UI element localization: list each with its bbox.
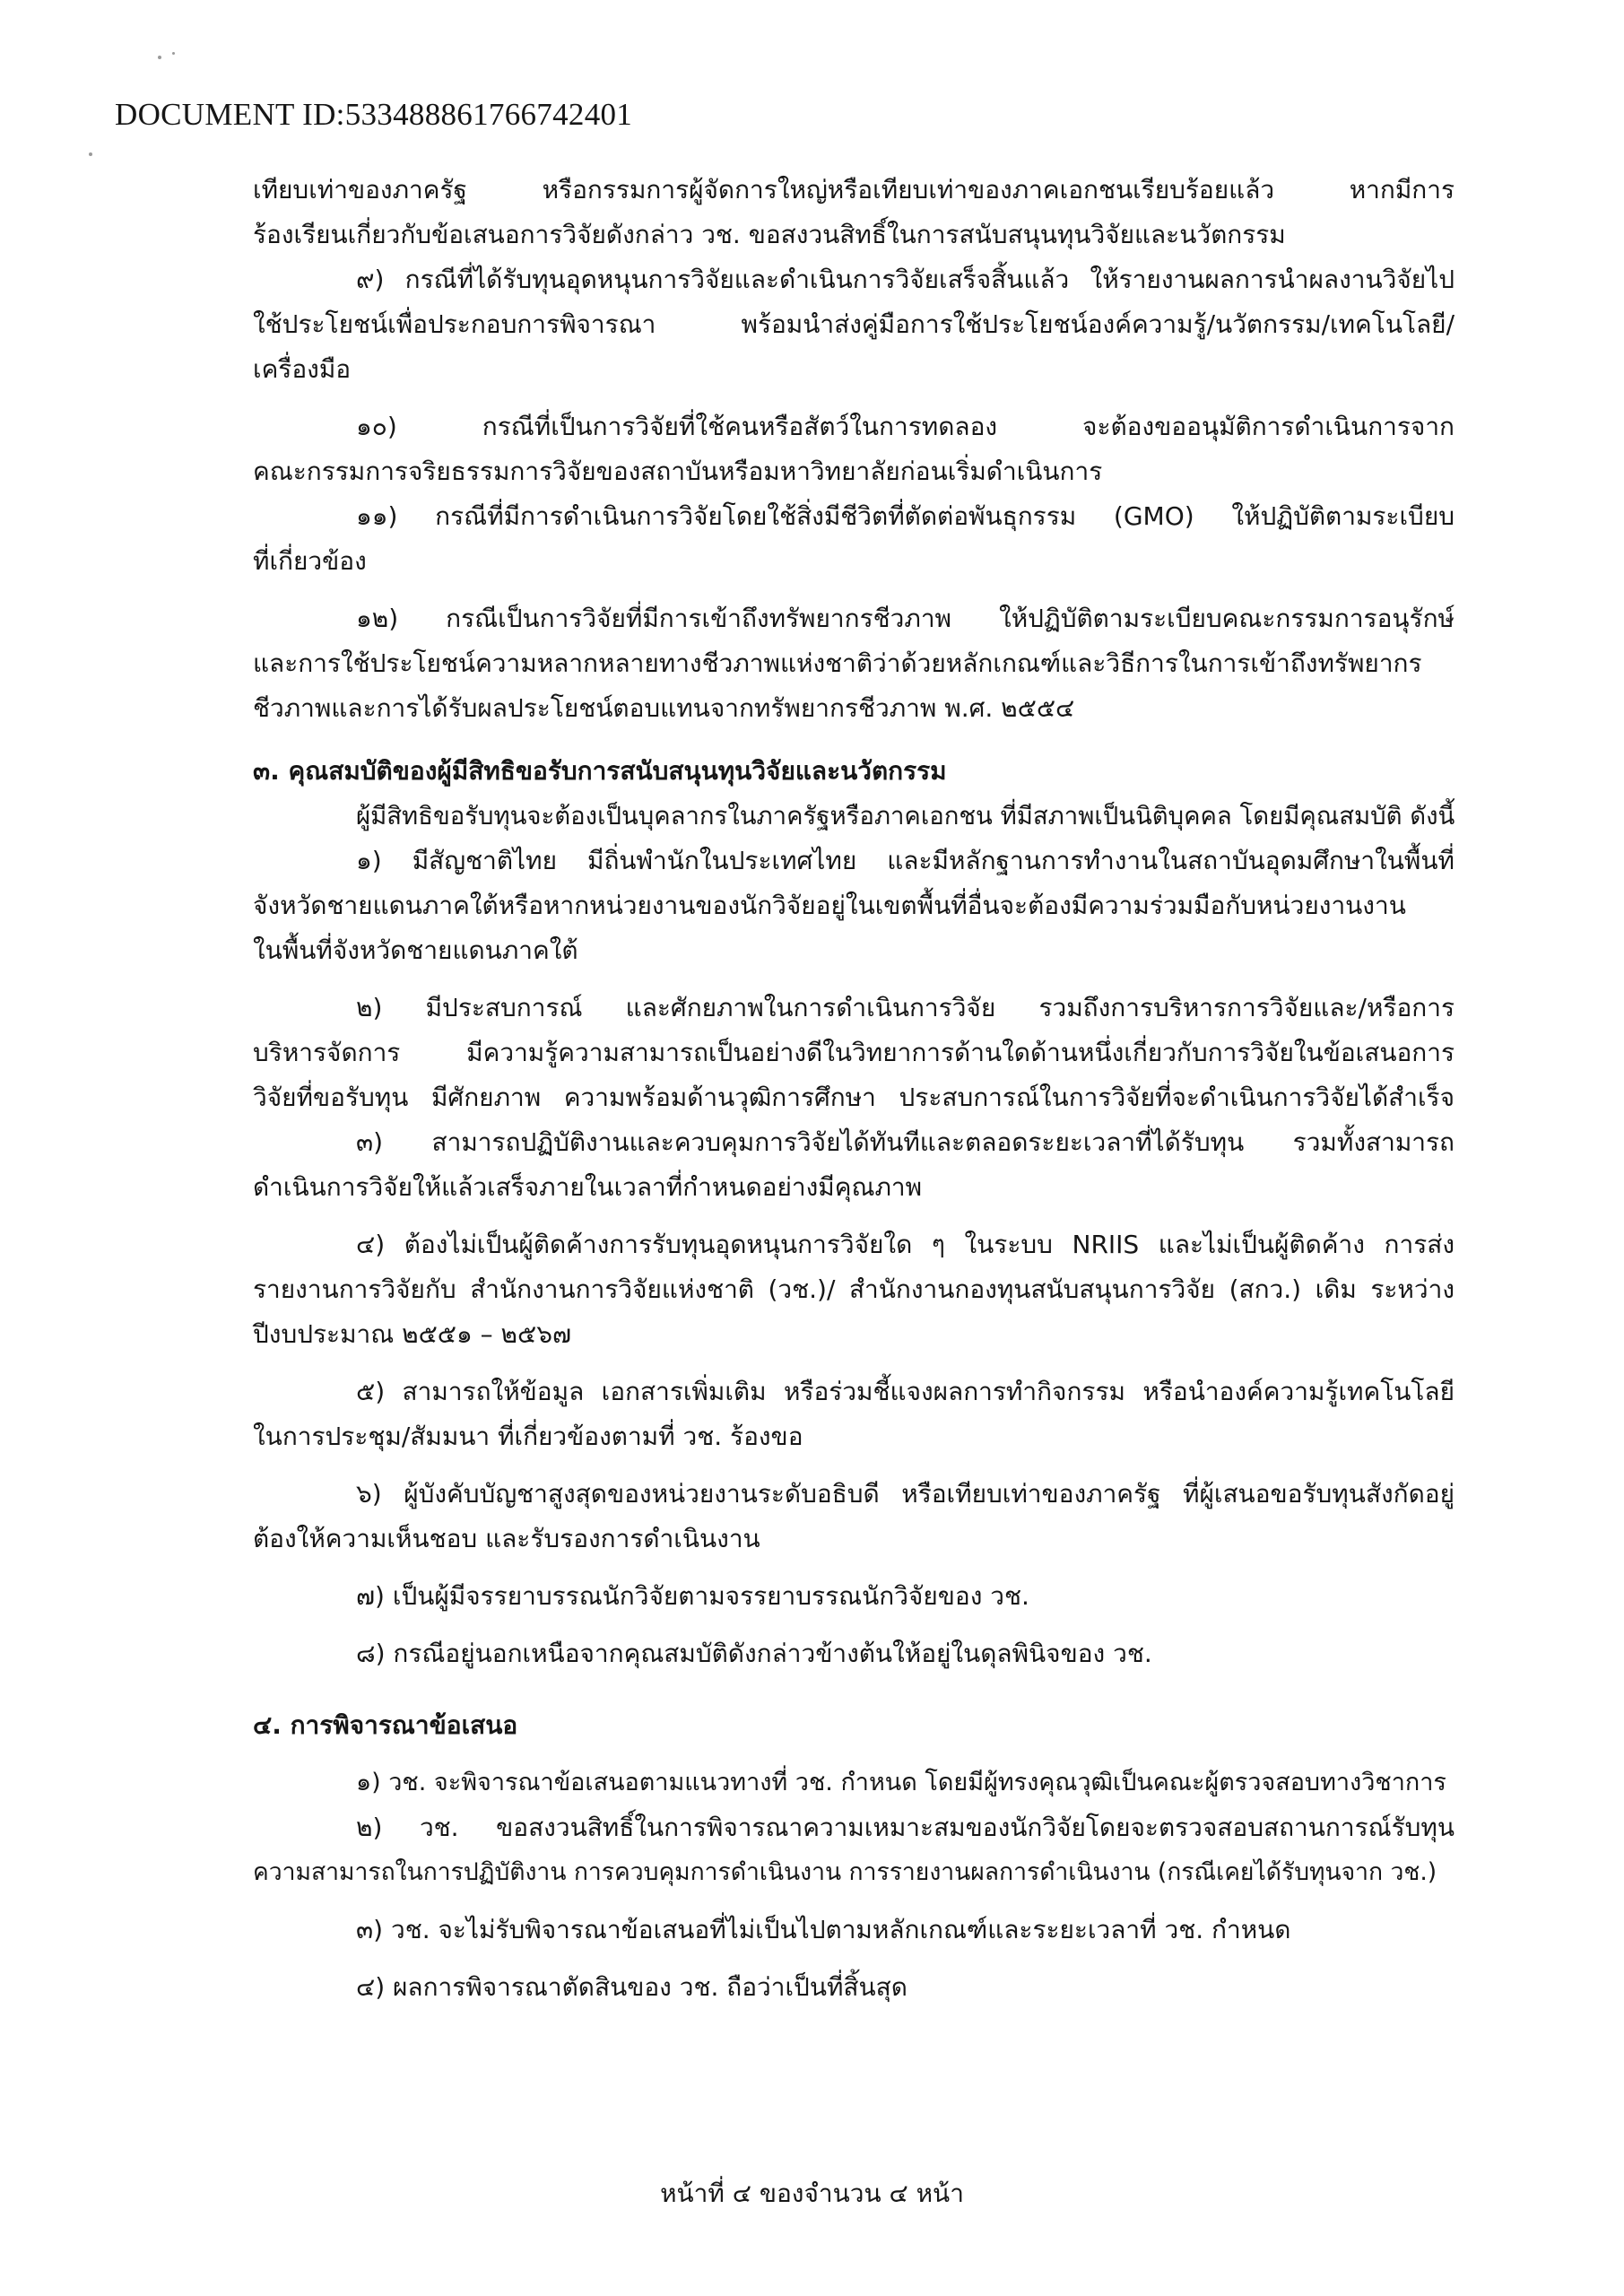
text-line: ๒) มีประสบการณ์ และศักยภาพในการดำเนินการวิจัย รวมถึงการบริหารการวิจัยและ/หรือการ [356,993,1455,1022]
text-line: ๓) วช. จะไม่รับพิจารณาข้อเสนอที่ไม่เป็นไปตามหลักเกณฑ์และระยะเวลาที่ วช. กำหนด [356,1915,1291,1944]
text-line: จังหวัดชายแดนภาคใต้หรือหากหน่วยงานของนักวิจัยอยู่ในเขตพื้นที่อื่นจะต้องมีความร่วมมือกับหน่วยงานงาน [253,891,1406,920]
text-line: ๘) กรณีอยู่นอกเหนือจากคุณสมบัติดังกล่าวข้างต้นให้อยู่ในดุลพินิจของ วช. [356,1639,1152,1668]
text-line: เทียบเท่าของภาครัฐ หรือกรรมการผู้จัดการใหญ่หรือเทียบเท่าของภาคเอกชนเรียบร้อยแล้ว หากมีการ [253,175,1455,204]
text-line: ใช้ประโยชน์เพื่อประกอบการพิจารณา พร้อมนำส่งคู่มือการใช้ประโยชน์องค์ความรู้/นวัตกรรม/เทคโนโลยี/ [253,309,1455,339]
page-number-footer: หน้าที่ ๔ ของจำนวน ๔ หน้า [660,2179,964,2208]
text-line: ดำเนินการวิจัยให้แล้วเสร็จภายในเวลาที่กำหนดอย่างมีคุณภาพ [253,1172,923,1202]
section-heading: ๔. การพิจารณาข้อเสนอ [253,1710,518,1740]
text-line: ๖) ผู้บังคับบัญชาสูงสุดของหน่วยงานระดับอธิบดี หรือเทียบเท่าของภาครัฐ ที่ผู้เสนอขอรับทุนสังกัดอยู่ [356,1479,1455,1509]
text-line: และการใช้ประโยชน์ความหลากหลายทางชีวภาพแห่งชาติว่าด้วยหลักเกณฑ์และวิธีการในการเข้าถึงทรัพยากร [253,648,1422,678]
text-line: ๓) สามารถปฏิบัติงานและควบคุมการวิจัยได้ทันทีและตลอดระยะเวลาที่ได้รับทุน รวมทั้งสามารถ [356,1127,1455,1157]
text-line: คณะกรรมการจริยธรรมการวิจัยของสถาบันหรือมหาวิทยาลัยก่อนเริ่มดำเนินการ [253,457,1103,486]
text-line: ๑) วช. จะพิจารณาข้อเสนอตามแนวทางที่ วช. กำหนด โดยมีผู้ทรงคุณวุฒิเป็นคณะผู้ตรวจสอบทางวิชาการ [356,1769,1446,1796]
text-line: ความสามารถในการปฏิบัติงาน การควบคุมการดำเนินงาน การรายงานผลการดำเนินงาน (กรณีเคยได้รับทุนจาก วช.) [253,1858,1437,1886]
text-line: ๑๑) กรณีที่มีการดำเนินการวิจัยโดยใช้สิ่งมีชีวิตที่ตัดต่อพันธุกรรม (GMO) ให้ปฏิบัติตามระเบียบ [356,501,1455,531]
text-line: ๑๒) กรณีเป็นการวิจัยที่มีการเข้าถึงทรัพยากรชีวภาพ ให้ปฏิบัติตามระเบียบคณะกรรมการอนุรักษ์ [356,604,1455,633]
text-line: ๙) กรณีที่ได้รับทุนอุดหนุนการวิจัยและดำเนินการวิจัยเสร็จสิ้นแล้ว ให้รายงานผลการนำผลงานวิจัยไป [356,265,1455,294]
text-line: ๑๐) กรณีที่เป็นการวิจัยที่ใช้คนหรือสัตว์ในการทดลอง จะต้องขออนุมัติการดำเนินการจาก [356,412,1455,441]
text-line: ในการประชุม/สัมมนา ที่เกี่ยวข้องตามที่ วช. ร้องขอ [253,1422,803,1451]
text-line: ๔) ต้องไม่เป็นผู้ติดค้างการรับทุนอุดหนุนการวิจัยใด ๆ ในระบบ NRIIS และไม่เป็นผู้ติดค้าง การส่ง [356,1230,1455,1259]
text-line: รายงานการวิจัยกับ สำนักงานการวิจัยแห่งชาติ (วช.)/ สำนักงานกองทุนสนับสนุนการวิจัย (สกว.) เดิม ระหว่าง [253,1274,1455,1304]
text-line: ในพื้นที่จังหวัดชายแดนภาคใต้ [253,935,578,965]
text-line: ๗) เป็นผู้มีจรรยาบรรณนักวิจัยตามจรรยาบรรณนักวิจัยของ วช. [356,1581,1029,1611]
text-line: ที่เกี่ยวข้อง [253,546,367,576]
scan-speck [172,52,175,55]
text-line: เครื่องมือ [253,354,352,384]
text-line: ปีงบประมาณ ๒๕๕๑ – ๒๕๖๗ [253,1319,572,1349]
text-line: ชีวภาพและการได้รับผลประโยชน์ตอบแทนจากทรัพยากรชีวภาพ พ.ศ. ๒๕๕๔ [253,693,1075,723]
scan-speck [158,56,161,59]
document-id: DOCUMENT ID:533488861766742401 [115,97,633,132]
text-line: ๕) สามารถให้ข้อมูล เอกสารเพิ่มเติม หรือร่วมชี้แจงผลการทำกิจกรรม หรือนำองค์ความรู้เทคโนโลยี [356,1377,1455,1406]
text-line: ๒) วช. ขอสงวนสิทธิ์ในการพิจารณาความเหมาะสมของนักวิจัยโดยจะตรวจสอบสถานการณ์รับทุน [356,1813,1455,1842]
text-line: ร้องเรียนเกี่ยวกับข้อเสนอการวิจัยดังกล่าว วช. ขอสงวนสิทธิ์ในการสนับสนุนทุนวิจัยและนวัตกรรม [253,220,1286,249]
section-heading: ๓. คุณสมบัติของผู้มีสิทธิขอรับการสนับสนุนทุนวิจัยและนวัตกรรม [253,756,947,786]
text-line: ผู้มีสิทธิขอรับทุนจะต้องเป็นบุคลากรในภาครัฐหรือภาคเอกชน ที่มีสภาพเป็นนิติบุคคล โดยมีคุณสมบัติ ดังนี้ [356,802,1455,831]
text-line: บริหารจัดการ มีความรู้ความสามารถเป็นอย่างดีในวิทยาการด้านใดด้านหนึ่งเกี่ยวกับการวิจัยในข้อเสนอการ [253,1038,1455,1067]
text-line: วิจัยที่ขอรับทุน มีศักยภาพ ความพร้อมด้านวุฒิการศึกษา ประสบการณ์ในการวิจัยที่จะดำเนินการวิจัยได้สำเร็จ [253,1083,1455,1112]
text-line: ๔) ผลการพิจารณาตัดสินของ วช. ถือว่าเป็นที่สิ้นสุด [356,1972,908,2002]
text-line: ต้องให้ความเห็นชอบ และรับรองการดำเนินงาน [253,1524,760,1553]
scan-speck [89,152,92,156]
text-line: ๑) มีสัญชาติไทย มีถิ่นพำนักในประเทศไทย และมีหลักฐานการทำงานในสถาบันอุดมศึกษาในพื้นที่ [356,846,1455,875]
